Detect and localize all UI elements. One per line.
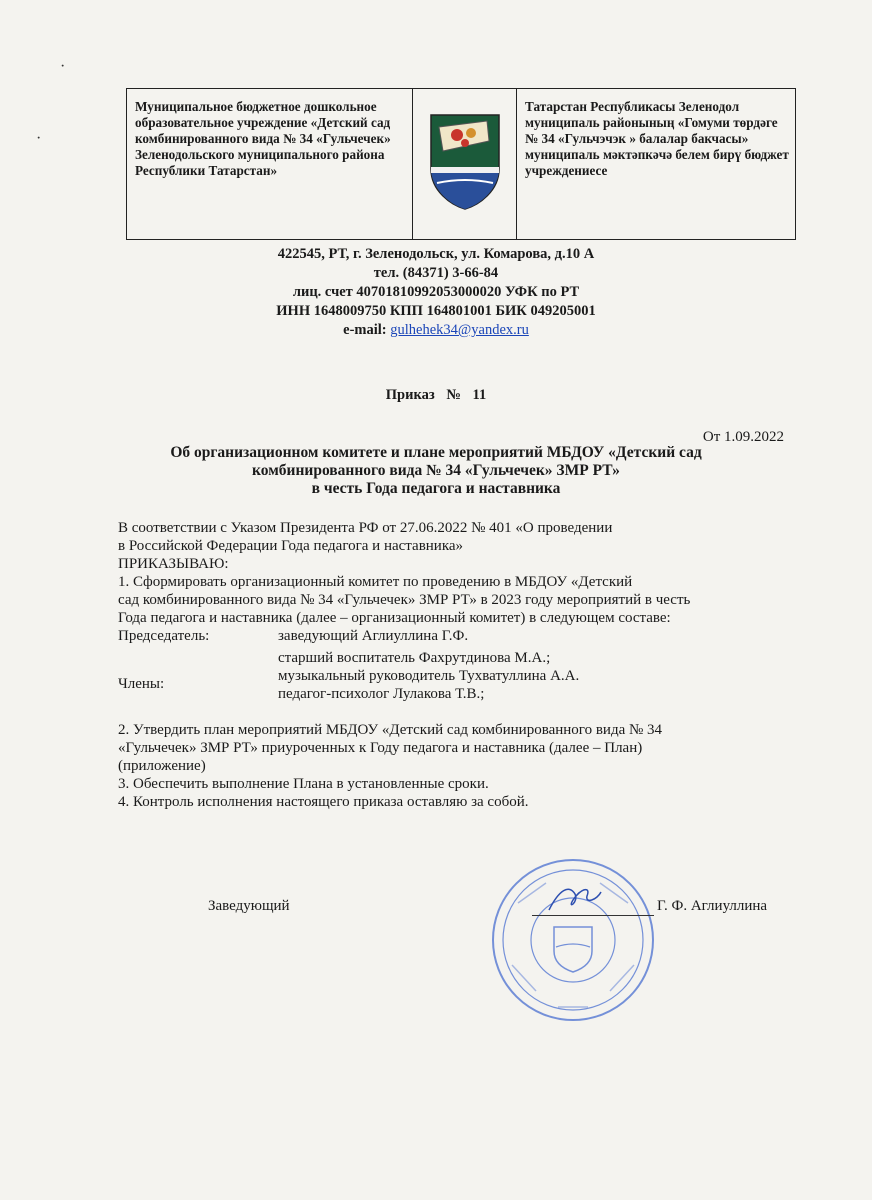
coat-of-arms-icon — [427, 111, 503, 211]
signature-line — [532, 915, 654, 916]
member: старший воспитатель Фахрутдинова М.А.; — [278, 650, 551, 666]
phone-line: тел. (84371) 3-66-84 — [373, 265, 499, 281]
member: музыкальный руководитель Тухватуллина А.А. — [278, 668, 580, 684]
item-2: «Гульчечек» ЗМР РТ» приуроченных к Году педагога и наставника (далее – План) — [118, 740, 643, 756]
scan-speck: · — [60, 58, 66, 75]
email-label: e-mail: — [343, 322, 391, 338]
members-label: Члены: — [118, 676, 165, 692]
order-verb: ПРИКАЗЫВАЮ: — [118, 556, 229, 572]
address-block — [0, 245, 872, 340]
item-1: 1. Сформировать организационный комитет по проведению в МБДОУ «Детский — [118, 574, 633, 590]
tax-ids-line: ИНН 1648009750 КПП 164801001 БИК 049205001 — [276, 303, 596, 319]
item-2: (приложение) — [118, 758, 206, 774]
chair-label: Председатель: — [118, 628, 210, 644]
order-date: От 1.09.2022 — [702, 429, 784, 445]
email-line — [0, 321, 872, 340]
item-2: 2. Утвердить план мероприятий МБДОУ «Детский сад комбинированного вида № 34 — [118, 722, 663, 738]
chair-value: заведующий Аглиуллина Г.Ф. — [278, 628, 469, 644]
letterhead-russian: Муниципальное бюджетное дошкольное образовательное учреждение «Детский сад комбинированного вида № 34 «Гульчечек» Зеленодольского муниципального района Республики Татарстан» — [127, 89, 413, 239]
scan-speck: · — [36, 130, 42, 147]
letterhead-table — [126, 88, 796, 240]
handwritten-signature — [545, 880, 605, 920]
committee-chair-row — [118, 627, 798, 645]
preamble: в Российской Федерации Года педагога и наставника» — [118, 538, 464, 554]
item-4: 4. Контроль исполнения настоящего приказа оставляю за собой. — [118, 794, 529, 810]
item-3: 3. Обеспечить выполнение Плана в установленные сроки. — [118, 776, 489, 792]
committee-member-row — [118, 667, 798, 692]
letterhead-tatar: Татарстан Республикасы Зеленодол муниципаль районының «Гомуми төрдәге № 34 «Гульчэчэк » балалар бакчасы» муниципаль мәктәпкәчә белем бирү бюджет учреждениесе — [525, 99, 789, 178]
signatory-name: Г. Ф. Аглиуллина — [657, 898, 768, 914]
item-1: Года педагога и наставника (далее – организационный комитет) в следующем составе: — [118, 610, 671, 626]
member: педагог-психолог Лулакова Т.В.; — [278, 686, 485, 702]
address-line: 422545, РТ, г. Зеленодольск, ул. Комарова, д.10 А — [277, 246, 595, 262]
signatory-position: Заведующий — [208, 898, 290, 914]
committee-member-row — [118, 649, 798, 667]
title-line: в честь Года педагога и наставника — [311, 480, 561, 497]
order-body — [118, 519, 798, 811]
title-line: Об организационном комитете и плане мероприятий МБДОУ «Детский сад — [170, 444, 702, 461]
order-heading: Приказ № 11 — [385, 387, 487, 403]
item-1: сад комбинированного вида № 34 «Гульчечек» ЗМР РТ» в 2023 году мероприятий в честь — [118, 592, 691, 608]
order-title — [0, 444, 872, 498]
letterhead-emblem-cell — [413, 89, 517, 239]
account-line: лиц. счет 40701810992053000020 УФК по РТ — [292, 284, 580, 300]
title-line: комбинированного вида № 34 «Гульчечек» ЗМР РТ» — [252, 462, 620, 479]
preamble: В соответствии с Указом Президента РФ от 27.06.2022 № 401 «О проведении — [118, 520, 613, 536]
email-link[interactable]: gulhehek34@yandex.ru — [390, 322, 529, 338]
